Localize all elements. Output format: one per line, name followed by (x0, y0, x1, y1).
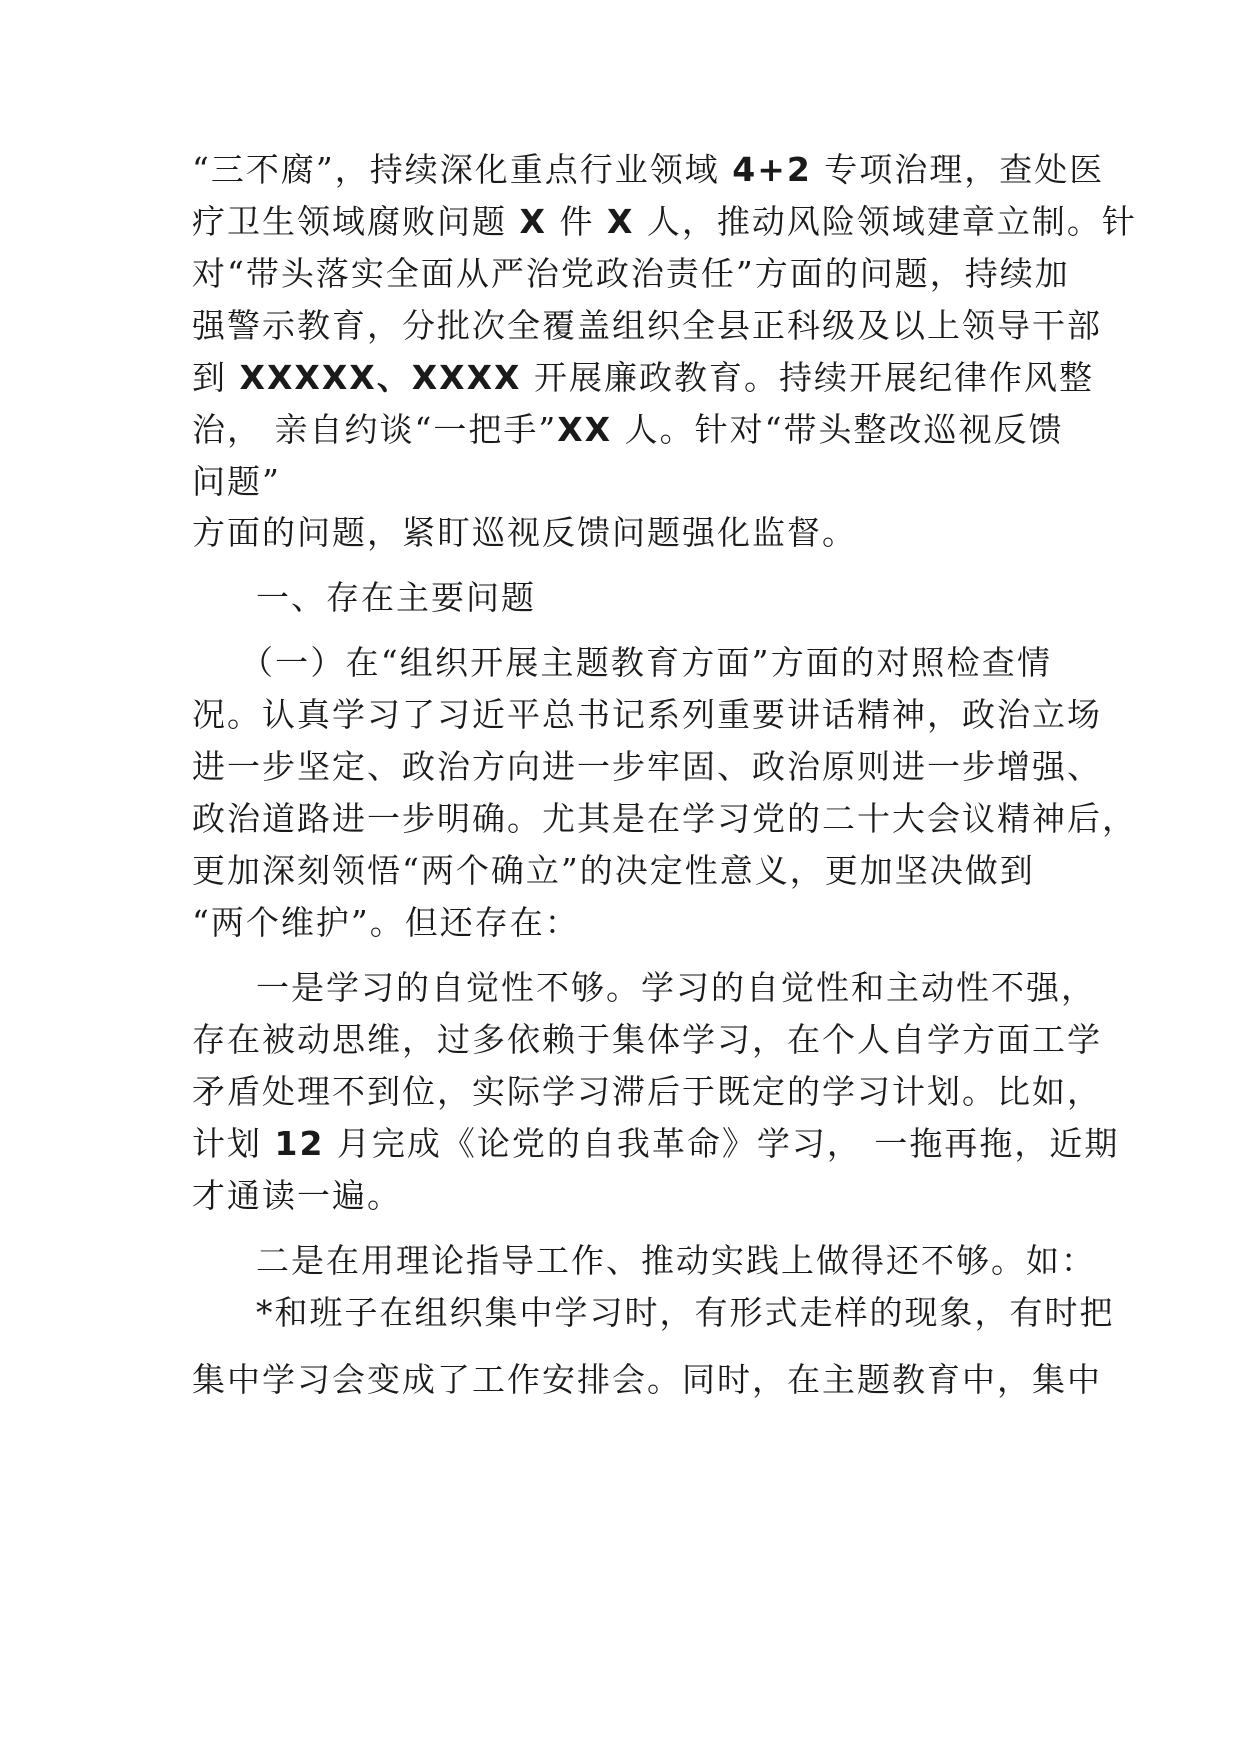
text-line: 集中学习会变成了工作安排会。同时，在主题教育中，集中 (192, 1360, 1102, 1399)
text-line: 治， 亲自约谈“一把手”XX 人。针对“带头整改巡视反馈 (192, 410, 1064, 449)
text-line: 一是学习的自觉性不够。学习的自觉性和主动性不强， (256, 968, 1096, 1007)
text-line: 政治道路进一步明确。尤其是在学习党的二十大会议精神后， (192, 799, 1137, 838)
text-line: 更加深刻领悟“两个确立”的决定性意义，更加坚决做到 (192, 851, 1035, 890)
text-line: 计划 12 月完成《论党的自我革命》学习， 一拖再拖，近期 (192, 1124, 1120, 1163)
text-line: “三不腐”，持续深化重点行业领域 4+2 专项治理，查处医 (192, 150, 1105, 189)
section-heading: 一、存在主要问题 (256, 578, 536, 617)
subsection-heading: （一）在“组织开展主题教育方面”方面的对照检查情 (240, 643, 1052, 682)
text-line: 才通读一遍。 (192, 1176, 402, 1215)
text-line: 存在被动思维，过多依赖于集体学习，在个人自学方面工学 (192, 1020, 1102, 1059)
text-line: 况。认真学习了习近平总书记系列重要讲话精神，政治立场 (192, 695, 1102, 734)
text-line: 问题” (192, 462, 281, 501)
text-line: *和班子在组织集中学习时，有形式走样的现象，有时把 (256, 1293, 1115, 1332)
text-line: 疗卫生领域腐败问题 X 件 X 人，推动风险领域建章立制。针 (192, 202, 1137, 241)
text-line: 进一步坚定、政治方向进一步牢固、政治原则进一步增强、 (192, 747, 1102, 786)
text-line: 到 XXXXX、XXXX 开展廉政教育。持续开展纪律作风整 (192, 358, 1094, 397)
text-line: “两个维护”。但还存在： (192, 903, 580, 942)
text-line: 对“带头落实全面从严治党政治责任”方面的问题，持续加 (192, 254, 1070, 293)
text-line: 矛盾处理不到位，实际学习滞后于既定的学习计划。比如， (192, 1072, 1102, 1111)
text-line: 二是在用理论指导工作、推动实践上做得还不够。如： (256, 1241, 1096, 1280)
text-line: 强警示教育，分批次全覆盖组织全县正科级及以上领导干部 (192, 306, 1102, 345)
text-line: 方面的问题，紧盯巡视反馈问题强化监督。 (192, 513, 857, 552)
